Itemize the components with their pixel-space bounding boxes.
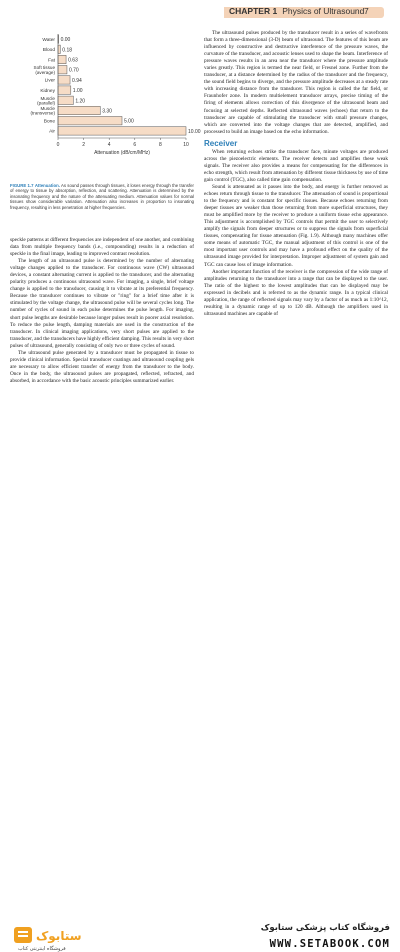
chart-bar — [58, 86, 71, 94]
page-header — [0, 0, 400, 22]
bar-value-label: 0.70 — [68, 67, 79, 74]
store-logo — [12, 923, 82, 947]
page-number: 7 — [364, 6, 369, 16]
right-column — [204, 30, 388, 318]
bar-value-label: 0.63 — [68, 57, 78, 64]
bar-value-label: 1.20 — [75, 98, 86, 105]
store-url[interactable]: WWW.SETABOOK.COM — [269, 938, 390, 950]
paragraph: The length of an ultrasound pulse is determined by the number of alternating voltage changes applied to the transducer. For continuous wave (CW) ultrasound devices, a constant alternating current is applied to the transducer, and the alternating polarity produces a continuous ultrasound wave. For imaging, a single, brief voltage change is applied to the transducer, causing it to vibrate at its preferential frequency. Because the transducer continues to vibrate or "ring" for a brief time after it is stimulated by the voltage change, the ultrasound pulse will be several cycles long. The number of cycles of sound in each pulse determines the pulse length. For imaging, short pulse lengths are desirable because longer pulses result in poorer axial resolution. To reduce the pulse length, damping materials are used in the construction of the transducer. In clinical imaging applications, very short pulses are applied to the transducer, and the transducers have highly efficient damping. This results in very short pulses of ultrasound, generally consisting of only two or three cycles of sound. — [10, 258, 194, 349]
chart-bar — [58, 66, 67, 74]
attenuation-chart — [8, 30, 201, 180]
paragraph: When returning echoes strike the transducer face, minute voltages are produced across the piezoelectric elements. The receiver detects and amplifies these weak signals. The receiver also provides a means for compensating for the differences in echo strength, which result from attenuation by different tissue thickness by use of time gain control (TGC), also called time gain compensation. — [204, 148, 388, 183]
category-label: Liver — [44, 78, 55, 84]
x-axis-label: Attenuation (dB/cm/MHz) — [94, 150, 150, 156]
bar-value-label: 3.30 — [102, 108, 112, 115]
category-label: Muscle — [40, 95, 55, 101]
chapter-title: Physics of Ultrasound — [282, 6, 365, 16]
category-label: Air — [49, 129, 55, 135]
bar-value-label: 0.94 — [72, 77, 82, 84]
figure-label: FIGURE 1.7 — [10, 183, 34, 188]
chart-bar — [58, 45, 60, 53]
bar-value-label: 5.00 — [124, 118, 134, 125]
category-label: Bone — [43, 119, 55, 125]
chart-bar — [58, 96, 73, 104]
bar-value-label: 0.00 — [60, 37, 71, 44]
paragraph: speckle patterns at different frequencies are independent of one another, and combining data from multiple frequency bands (i.e., compounding) results in a reduction of speckle in the final image, leading to improved contrast resolution. — [10, 237, 194, 258]
chapter-label: CHAPTER 1 — [229, 6, 278, 16]
paragraph: Another important function of the receiver is the compression of the wide range of amplitudes returning to the transducer into a range that can be displayed to the user. The ratio of the highest to the lowest amplitudes that can be displayed may be expressed in decibels and is referred to as the dynamic range. In a typical clinical application, the range of reflected signals may vary by a factor of as much as 1:10^12, resulting in a dynamic range of up to 120 dB. Although the amplifiers used in ultrasound machines are capable of — [204, 268, 388, 317]
x-tick-label: 10 — [183, 142, 189, 148]
logo-subtext: فروشگاه اینترنتی کتاب — [18, 946, 66, 952]
paragraph: The ultrasound pulse generated by a transducer must be propagated in tissue to provide clinical information. Special transducer coatings and ultrasound coupling gels are necessary to allow efficient transfer of energy from the transducer to the body. Once in the body, the ultrasound pulses are propagated, reflected, refracted, and absorbed, in accordance with the basic acoustic principles summarized earlier. — [10, 349, 194, 384]
x-tick-label: 0 — [56, 142, 60, 148]
chart-bar — [58, 117, 122, 125]
bar-value-label: 0.18 — [62, 47, 73, 54]
logo-wordmark: ستابوک — [36, 929, 82, 943]
x-tick-label: 8 — [159, 142, 162, 148]
chart-bar — [58, 55, 66, 63]
section-title: Receiver — [204, 138, 238, 148]
bar-value-label: 10.00 — [188, 128, 201, 135]
category-label: (average) — [35, 69, 55, 75]
figure-title: Attenuation. — [34, 183, 60, 188]
paragraph: Sound is attenuated as it passes into the body, and energy is further removed as echoes return through tissue to the transducer. The attenuation of sound is proportional to the frequency and is constant for specific tissues. Because echoes returning from deeper tissues are weaker than those returning from more superficial structures, they must be amplified more by the receiver to produce a uniform tissue echo appearance. This adjustment is accomplished by TGC controls that permit the user to selectively amplify the signals from deeper structures or to suppress the signals from superficial tissues, compensating for tissue attenuation (Fig. 1.9). Although many machines offer some means of automatic TGC, the manual adjustment of this control is one of the most important user controls and may have a profound effect on the quality of the ultrasound image provided for interpretation. Improper adjustment of system gain and TGC can cause loss of image information. — [204, 183, 388, 268]
category-label: Soft tissue — [33, 65, 55, 71]
category-label: Muscle — [40, 106, 55, 111]
category-label: (transverse) — [30, 110, 55, 116]
figure-caption — [10, 183, 194, 210]
x-tick-label: 4 — [107, 142, 111, 148]
category-label: Kidney — [40, 88, 55, 94]
category-label: (parallel) — [37, 100, 55, 106]
chart-bar — [58, 106, 100, 114]
left-column — [10, 237, 194, 385]
caption-text: As sound passes through tissues, it loses energy through the transfer of energy to tissue by absorption, reflection, and scattering. Attenuation is determined by the insonating frequency and the nature of the attenuating medium. Attenuation values for normal tissues show considerable variation. Attenuation also increases in proportion to insonating frequency, resulting in less penetration at higher frequencies. — [10, 183, 194, 210]
category-label: Water — [42, 37, 55, 43]
x-tick-label: 2 — [82, 142, 85, 148]
page-footer — [0, 460, 400, 952]
chapter-heading — [229, 6, 364, 16]
category-label: Blood — [42, 48, 55, 54]
x-tick-label: 6 — [133, 142, 137, 148]
paragraph: The ultrasound pulses produced by the transducer result in a series of wavefronts that form a three-dimensional (3-D) beam of ultrasound. The features of this beam are influenced by constructive and destructive interference of the pressure waves, the curvature of the transducer, and acoustic lenses used to shape the beam. Interference of pressure waves results in an area near the transducer where the pressure amplitude varies greatly. This region is termed the near field, or Fresnel zone. Further from the transducer, at a distance determined by the radius of the transducer and the frequency, the sound field begins to diverge, and the pressure amplitude decreases at a steady rate with increasing distance from the transducer. This region is called the far field, or Fraunhofer zone. In modern multielement transducer arrays, precise timing of the firing of elements allows correction of this divergence of the ultrasound beam and focusing at selected depths. Reflected ultrasound waves (echoes) that return to the transducer are capable of stimulating the transducer with small pressure changes, which are converted into the voltage changes that are detected, amplified, and processed to build an image based on the echo information. — [204, 30, 388, 135]
bar-value-label: 1.00 — [72, 88, 83, 95]
store-title: فروشگاه کتاب پزشکی ستابوک — [260, 923, 390, 933]
chart-bar — [58, 76, 70, 84]
chart-bar — [58, 127, 186, 135]
category-label: Fat — [48, 58, 55, 64]
